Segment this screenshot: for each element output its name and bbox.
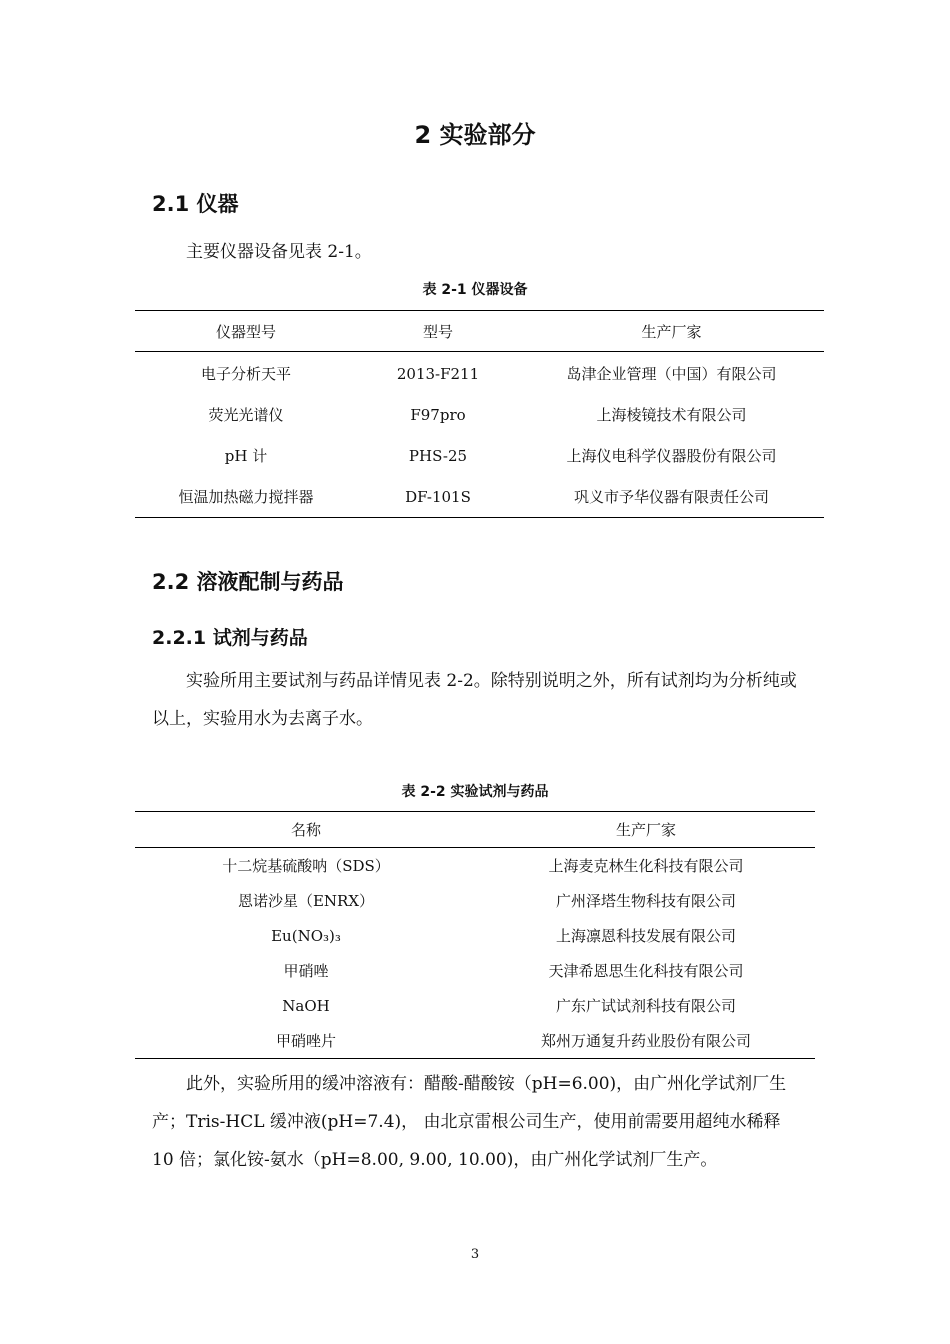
table-cell: 广东广试试剂科技有限公司 <box>555 997 736 1015</box>
table-cell: PHS-25 <box>408 446 468 465</box>
table-cell: pH 计 <box>224 447 268 465</box>
table-2-1-caption: 表 2-1 仪器设备 <box>422 282 528 298</box>
table-row <box>135 848 815 884</box>
table-header-cell: 生产厂家 <box>477 812 815 848</box>
page-number: 3 <box>470 1247 480 1262</box>
table-cell: 上海麦克林生化科技有限公司 <box>548 857 744 875</box>
table-row <box>135 476 824 518</box>
table-row <box>135 352 824 395</box>
section-heading-2-2: 2.2 溶液配制与药品 <box>152 570 344 594</box>
table-cell: 甲硝唑片 <box>275 1032 336 1050</box>
table-row <box>135 883 815 918</box>
table-cell: 巩义市予华仪器有限责任公司 <box>573 488 769 506</box>
table-cell: 甲硝唑 <box>283 962 329 980</box>
section-heading-2-1: 2.1 仪器 <box>152 192 239 216</box>
table-header-cell: 型号 <box>357 311 519 352</box>
table-2-2-caption: 表 2-2 实验试剂与药品 <box>401 784 549 800</box>
table-cell: F97pro <box>410 405 466 424</box>
table-cell: 上海仪电科学仪器股份有限公司 <box>566 447 777 465</box>
table-header-row <box>135 311 824 352</box>
subsection-heading-2-2-1: 2.2.1 试剂与药品 <box>152 627 308 649</box>
section-2-2-1-paragraph: 实验所用主要试剂与药品详情见表 2-2。除特别说明之外，所有试剂均为分析纯或以上，实验用水为去离子水。 <box>152 671 797 729</box>
table-cell: 十二烷基硫酸呐（SDS） <box>222 857 390 875</box>
table-cell: 天津希恩思生化科技有限公司 <box>548 962 744 980</box>
chapter-title: 2 实验部分 <box>414 121 536 149</box>
table-header-cell: 生产厂家 <box>519 311 824 352</box>
table-cell: NaOH <box>282 996 330 1015</box>
table-cell: 荧光光谱仪 <box>208 406 284 424</box>
table-cell: 2013-F211 <box>396 364 480 383</box>
table-cell: 广州泽塔生物科技有限公司 <box>555 892 736 910</box>
table-header-cell: 仪器型号 <box>135 311 357 352</box>
table-cell: Eu(NO₃)₃ <box>271 926 341 945</box>
table-cell: DF-101S <box>405 487 471 506</box>
table-cell: 电子分析天平 <box>200 365 291 383</box>
section-2-1-intro: 主要仪器设备见表 2-1。 <box>186 242 372 262</box>
table-cell: 恩诺沙星（ENRX） <box>237 892 375 910</box>
table-row <box>135 394 824 435</box>
table-2-1-instruments <box>135 310 824 518</box>
table-header-cell: 名称 <box>135 812 477 848</box>
table-row <box>135 953 815 988</box>
table-cell: 郑州万通复升药业股份有限公司 <box>540 1032 751 1050</box>
table-header-row <box>135 812 815 848</box>
buffer-solutions-paragraph: 此外，实验所用的缓冲溶液有：醋酸-醋酸铵（pH=6.00)，由广州化学试剂厂生产；Tris-HCL 缓冲液(pH=7.4)， 由北京雷根公司生产，使用前需要用超纯水稀释 10 倍；氯化铵-氨水（pH=8.00, 9.00, 10.00)，由广州化学试剂厂生产。 <box>152 1074 787 1170</box>
table-row <box>135 918 815 953</box>
table-cell: 岛津企业管理（中国）有限公司 <box>566 365 777 383</box>
table-cell: 上海棱镜技术有限公司 <box>596 406 747 424</box>
table-2-2-reagents <box>135 811 815 1059</box>
table-row <box>135 1023 815 1059</box>
table-row <box>135 435 824 476</box>
table-cell: 上海凛恩科技发展有限公司 <box>555 927 736 945</box>
table-cell: 恒温加热磁力搅拌器 <box>178 488 314 506</box>
table-row <box>135 988 815 1023</box>
